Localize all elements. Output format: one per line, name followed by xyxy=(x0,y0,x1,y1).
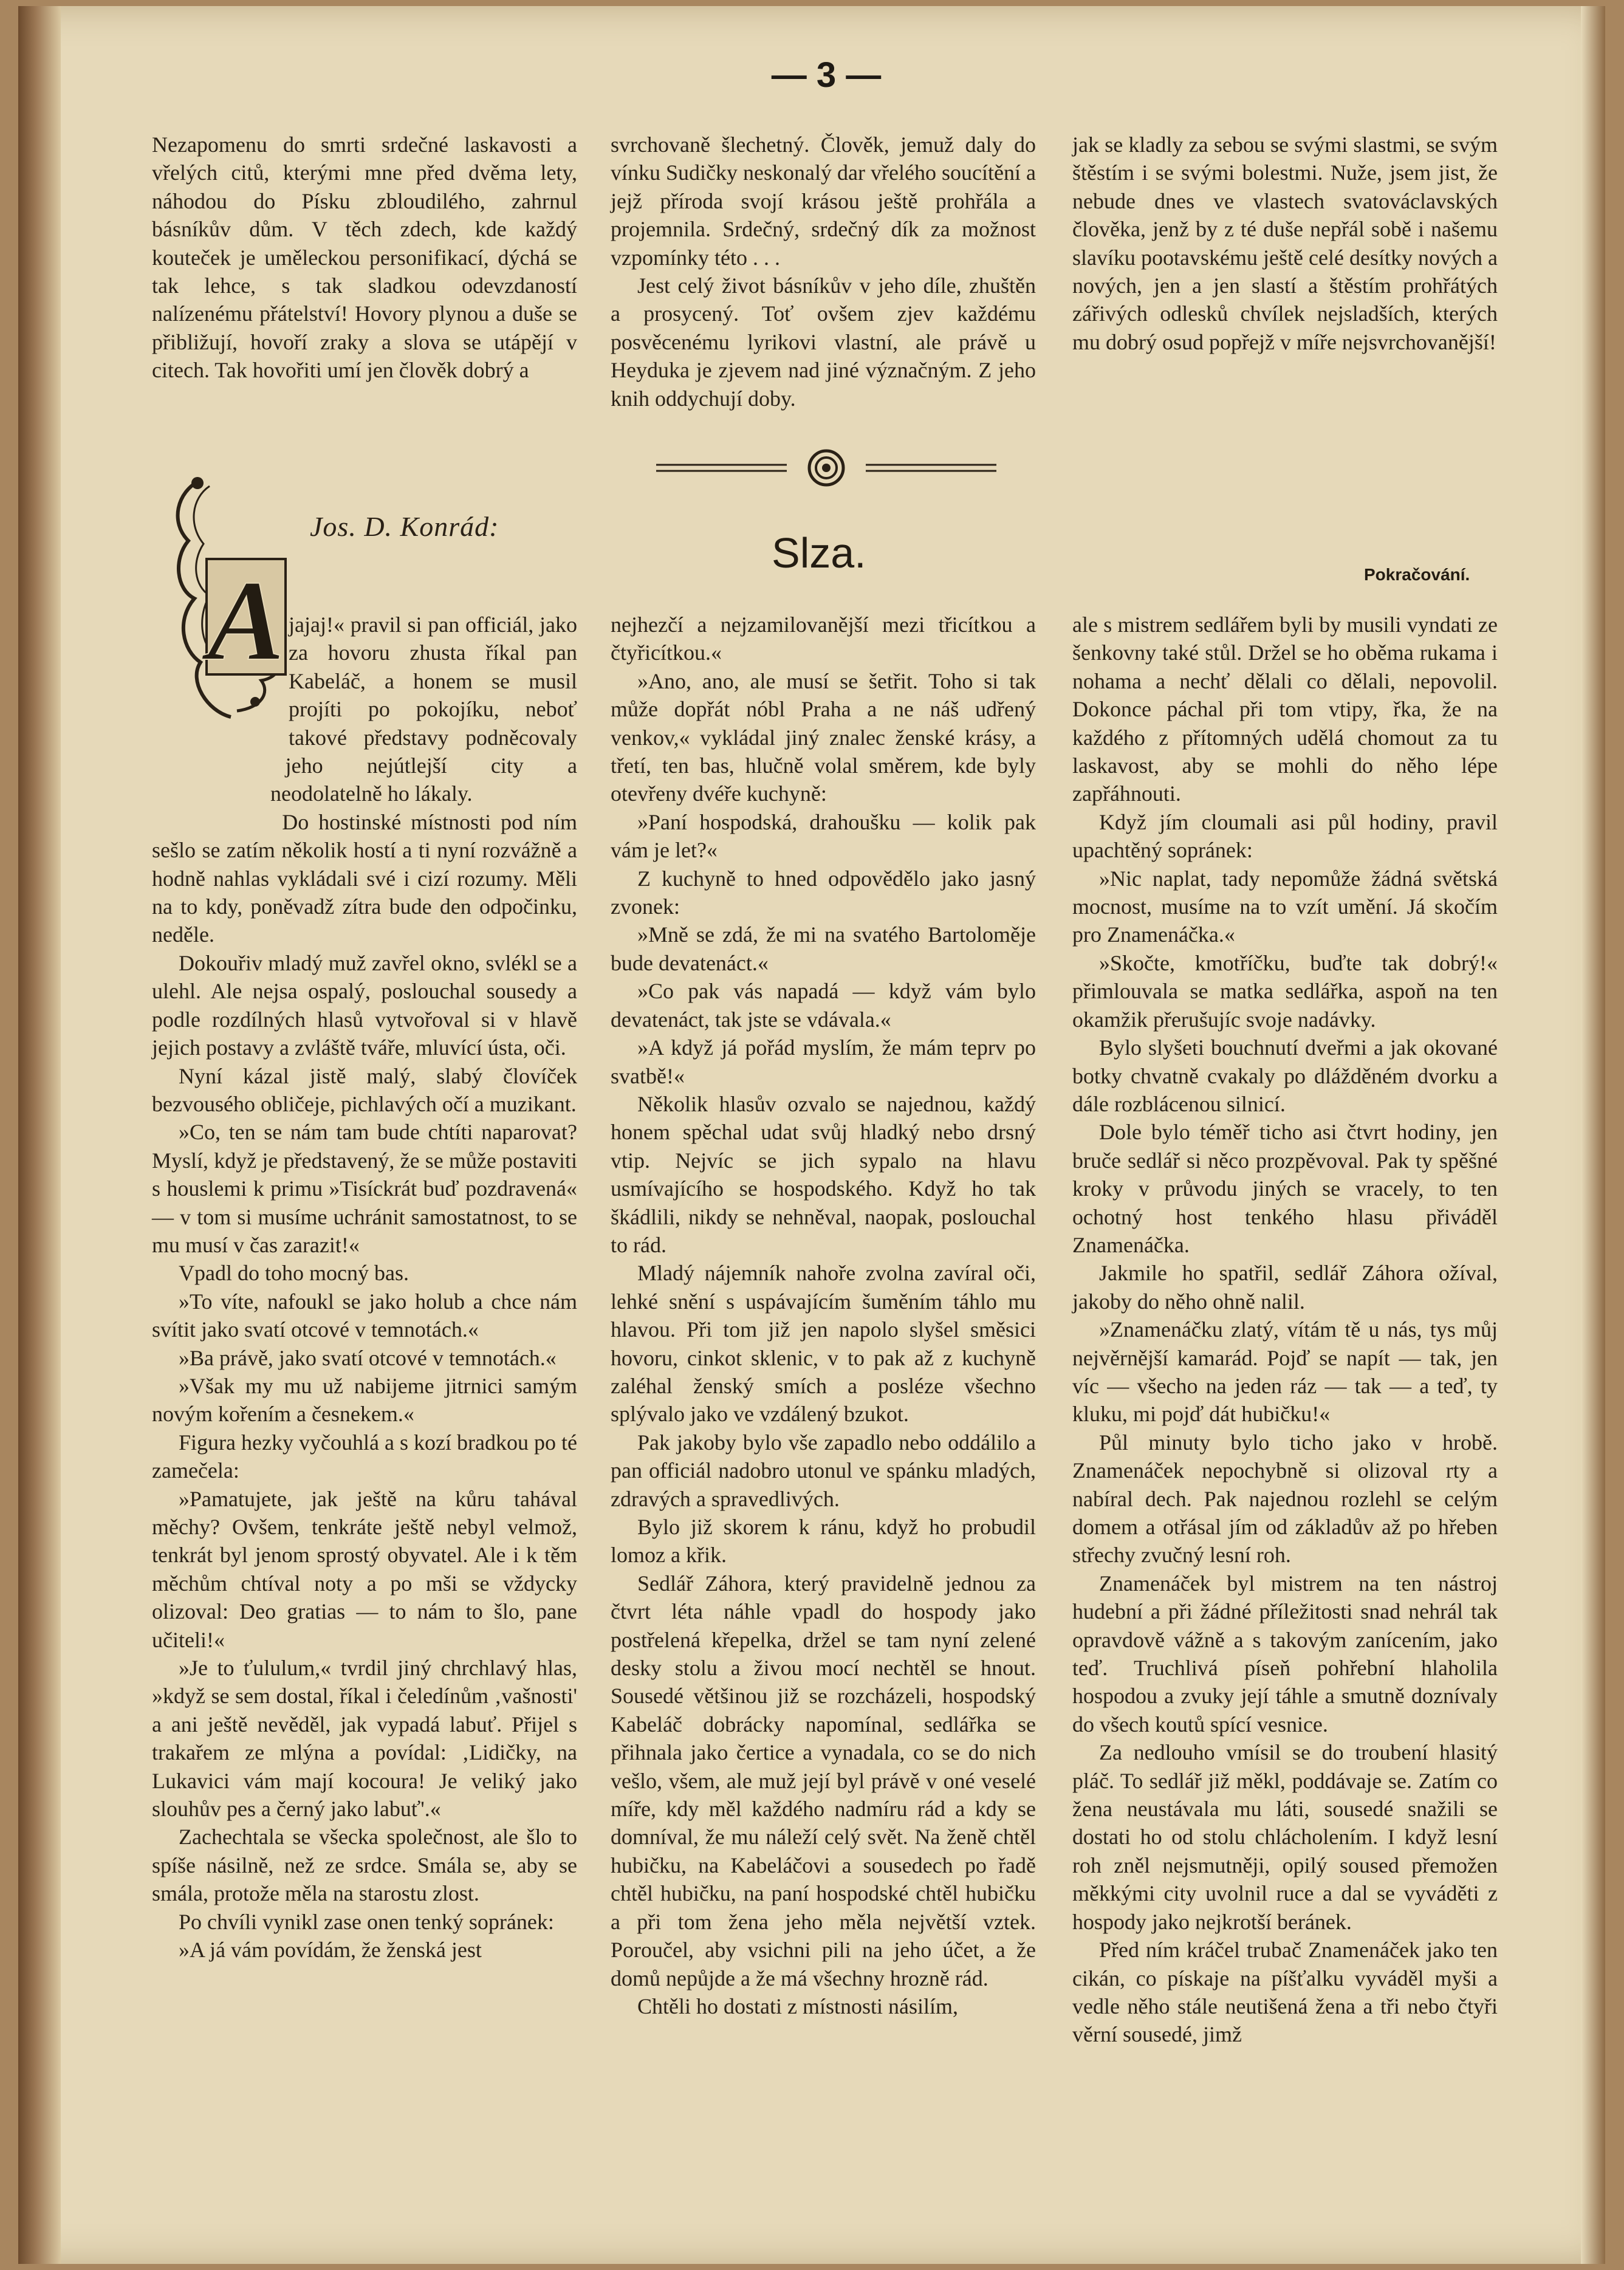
paragraph: Bylo již skorem k ránu, když ho probudil lomoz a křik. xyxy=(611,1515,1036,1568)
paragraph: »To víte, nafoukl se jako holub a chce nám svítit jako svatí otcové v temnotách.« xyxy=(152,1289,577,1342)
story-title: Slza. xyxy=(772,529,866,577)
top-column-3 xyxy=(1072,131,1498,356)
paragraph: Dokouřiv mladý muž zavřel okno, svlékl se a ulehl. Ale nejsa ospalý, poslouchal sousedy a podle rozdílných hlasů vytvořoval si v hlavě jejich postavy a zvláště tváře, mluvící ústa, oči. xyxy=(152,950,577,1060)
paragraph: Za nedlouho vmísil se do troubení hlasitý pláč. To sedlář již měkl, poddávaje se. Zatím co žena neustávala mu láti, sousedé snažili se dostati ho od stolu chlácholením. I když lesní roh zněl nejsmutněji, opilý soused přemožen měkkými city uvolnil ruce a dal se vyváděti z hospody jako nejkrotší beránek. xyxy=(1072,1740,1498,1934)
story-column-3 xyxy=(1072,611,1498,2049)
paragraph: »Co, ten se nám tam bude chtíti naparovat? Myslí, když je představený, že se může postaviti s houslemi k primu »Tisíckrát buď pozdravená« — v tom si musíme uchránit samostatnost, to se mu musí v čas zarazit!« xyxy=(152,1120,577,1257)
book-spine-shadow xyxy=(18,6,61,2264)
paragraph: »Znamenáčku zlatý, vítám tě u nás, tys můj nejvěrnější kamarád. Pojď se napít — tak, jen víc — všecho na jeden ráz — tak — a teď, ty kluku, mi pojď dát hubičku!« xyxy=(1072,1317,1498,1427)
paragraph: jak se kladly za sebou se svými slastmi, se svým štěstím i se svými bolestmi. Nuže, jsem jist, že nebude dnes ve vlastech svatováclavských člověka, jenž by z té duše nepřál sobě i našemu slavíku pootavskému ještě celé desítky nových a nových, jen a jen slastí a štěstím prohřátých zářivých odlesků chvílek nejsladších, kterých mu dobrý osud popřejž v míře nejsvrchovanější! xyxy=(1072,132,1498,354)
paragraph: Bylo slyšeti bouchnutí dveřmi a jak okované botky chvatně cvakaly po dlážděném dvorku a dále rozblácenou silnicí. xyxy=(1072,1035,1498,1116)
paragraph: jajaj!« pravil si pan officiál, jako za hovoru zhusta říkal pan Kabeláč, a honem se musil projíti po pokojíku, neboť takové představy podněcovaly jeho nejútlejší city a neodolatelně ho lákaly. xyxy=(270,612,577,806)
paragraph: »Nic naplat, tady nepomůže žádná světská mocnost, musíme na to vzít umění. Já skočím pro Znamenáčka.« xyxy=(1072,866,1498,947)
top-column-1 xyxy=(152,131,577,385)
paragraph: Po chvíli vynikl zase onen tenký sopránek: xyxy=(179,1909,554,1934)
paragraph: »Ba právě, jako svatí otcové v temnotách.« xyxy=(179,1345,557,1370)
paragraph: Figura hezky vyčouhlá a s kozí bradkou po té zamečela: xyxy=(152,1430,577,1483)
paragraph: Jest celý život básníkův v jeho díle, zhuštěn a prosycený. Toť ovšem zjev každému posvěcenému lyrikovi vlastní, ale právě u Heyduka je zjevem nad jiné význačným. Z jeho knih oddychují doby. xyxy=(611,273,1036,411)
paragraph: »A když já pořád myslím, že mám teprv po svatbě!« xyxy=(611,1035,1036,1088)
paragraph: Nyní kázal jistě malý, slabý človíček bezvousého obličeje, pichlavých očí a muzikant. xyxy=(152,1063,577,1116)
paragraph: nejhezčí a nejzamilovanější mezi třicítkou a čtyřicítkou.« xyxy=(611,612,1036,665)
story-author: Jos. D. Konrád: xyxy=(310,511,499,542)
section-divider-ornament xyxy=(656,441,996,495)
paragraph: Sedlář Záhora, který pravidelně jednou za čtvrt léta náhle vpadl do hospody jako postřelená křepelka, držel se tam nyní zelené desky stolu a živou mocí nechtěl se hnout. Sousedé většinou již se rozcházeli, hospodský Kabeláč dobrácky napomínal, sedlářka se přihnala jako čertice a vynadala, co se do nich vešlo, všem, ale muž její byl právě v oné veselé míře, kdy měl každého nadmíru rád a kdy se domníval, že mu náleží celý svět. Na ženě chtěl hubičku, na Kabeláčovi a sousedech po řadě chtěl hubičku, na paní hospodské chtěl hubičku a při tom žena jeho měla největší vztek. Poroučel, aby vsichni pili na jeho účet, a že domů nepůjde a že má všechny hrozně rád. xyxy=(611,1571,1036,1991)
paragraph: Vpadl do toho mocný bas. xyxy=(179,1261,409,1286)
paragraph: »Pamatujete, jak ještě na kůru tahával měchy? Ovšem, tenkráte ještě nebyl velmož, tenkrát byl jenom sprostý obyvatel. Ale i k těm měchům chtíval noty a po mši se vždycky olizoval: Deo gratias — to nám to šlo, pane učiteli!« xyxy=(152,1486,577,1652)
page-number: — 3 — xyxy=(771,55,882,95)
paragraph: Dole bylo téměř ticho asi čtvrt hodiny, jen bruče sedlář si něco prozpěvoval. Pak ty spěšné kroky v průvodu jiných se vracely, to ten ochotný host tenkého hlasu přiváděl Znamenáčka. xyxy=(1072,1120,1498,1257)
page-edge-shadow xyxy=(1581,6,1605,2264)
paragraph: Z kuchyně to hned odpovědělo jako jasný zvonek: xyxy=(611,866,1036,919)
paragraph: Jakmile ho spatřil, sedlář Záhora ožíval, jakoby do něho ohně nalil. xyxy=(1072,1261,1498,1314)
story-column-2 xyxy=(611,611,1036,2020)
top-column-2 xyxy=(611,131,1036,413)
story-column-1 xyxy=(152,611,577,1964)
paragraph: Do hostinské místnosti pod ním sešlo se zatím několik hostí a ti nyní rozvážně a hodně nahlas vykládali své i cizí rozumy. Měli na to kdy, poněvadž zítra bude den odpočinku, neděle. xyxy=(152,809,577,947)
paragraph: Mladý nájemník nahoře zvolna zavíral oči, lehké snění s uspávajícím šuměním táhlo mu hlavou. Při tom již jen napolo slyšel směsici hovoru, cinkot sklenic, v to pak až z kuchyně zaléhal ženský smích a posléze všechno splývalo jako ve vzdálený bzukot. xyxy=(611,1261,1036,1427)
continued-note: Pokračování. xyxy=(1364,565,1470,584)
paragraph: Před ním kráčel trubač Znamenáček jako ten cikán, co pískaje na píšťalku vyváděl myši a vedle něho stále neutišená žena a tři nebo čtyři věrní sousedé, jimž xyxy=(1072,1938,1498,2047)
drop-cap-letter: A xyxy=(207,557,285,685)
paragraph: svrchovaně šlechetný. Člověk, jemuž daly do vínku Sudičky neskonalý dar vřelého soucítění a jejž příroda svojí krásou ještě prohřála a projemnila. Srdečný, srdečný dík za možnost vzpomínky této . . . xyxy=(611,132,1036,270)
paragraph: »Skočte, kmotříčku, buďte tak dobrý!« přimlouvala se matka sedlářka, aspoň na ten okamžik přerušujíc svoje nadávky. xyxy=(1072,950,1498,1032)
paragraph: »Co pak vás napadá — když vám bylo devatenáct, tak jste se vdávala.« xyxy=(611,979,1036,1032)
paragraph: »Mně se zdá, že mi na svatého Bartoloměje bude devatenáct.« xyxy=(611,922,1036,975)
drop-cap-space xyxy=(152,611,289,835)
paragraph: Půl minuty bylo ticho jako v hrobě. Znamenáček nepochybně si olizoval rty a nabíral dech. Pak najednou rozlehl se celým domem a otřásal jím od základův až po hřeben střechy zvučný lesní roh. xyxy=(1072,1430,1498,1568)
paragraph: Několik hlasův ozvalo se najednou, každý honem spěchal udat svůj hladký nebo drsný vtip. Nejvíc se jich sypalo na hlavu usmívajícího se hospodského. Když ho tak škádlili, nikdy se nehněval, naopak, poslouchal to rád. xyxy=(611,1091,1036,1257)
paragraph: Znamenáček byl mistrem na ten nástroj hudební a při žádné příležitosti snad nehrál tak opravdově vážně a s takovým zanícením, jako teď. Truchlivá píseň pohřební hlaholila hospodou a zvuky její táhle a smutně doznívaly do všech koutů spící vesnice. xyxy=(1072,1571,1498,1737)
paragraph: ale s mistrem sedlářem byli by musili vyndati ze šenkovny také stůl. Držel se ho oběma rukama i nohama a nechť dělali co dělali, nepovolil. Dokonce páchal při tom vtipy, řka, že na každého z přítomných udělá chomout za tu laskavost, aby se mohli do něho lépe zapřáhnouti. xyxy=(1072,612,1498,806)
newspaper-page xyxy=(18,6,1605,2264)
paragraph: »Však my mu už nabijeme jitrnici samým novým kořením a česnekem.« xyxy=(152,1373,577,1427)
paragraph: »Je to ťululum,« tvrdil jiný chrchlavý hlas, »když se sem dostal, říkal i čeledínům ‚vašnosti' a ani ještě nevěděl, jak vypadá labuť. Přijel s trakařem ze mlýna a povídal: ‚Lidičky, na Lukavici vám mají kocoura! Je veliký jako slouhův pes a černý jako labuť'.« xyxy=(152,1656,577,1822)
paragraph: Pak jakoby bylo vše zapadlo nebo oddálilo a pan officiál nadobro utonul ve spánku mladých, zdravých a spravedlivých. xyxy=(611,1430,1036,1511)
paragraph: Nezapomenu do smrti srdečné laskavosti a vřelých citů, kterými mne před dvěma lety, náhodou do Písku zbloudilého, zahrnul básníkův dům. V těch zdech, kde každý kouteček je uměleckou personifikací, dýchá se tak lehce, s tak sladkou odevzdaností nalízenému přátelství! Hovory plynou a duše se přibližují, hovoří zraky a slova se utápějí v citech. Tak hovořiti umí jen člověk dobrý a xyxy=(152,132,577,383)
paragraph: »Paní hospodská, drahoušku — kolik pak vám je let?« xyxy=(611,809,1036,863)
paragraph: Když jím cloumali asi půl hodiny, pravil upachtěný sopránek: xyxy=(1072,809,1498,863)
paragraph: »Ano, ano, ale musí se šetřit. Toho si tak může dopřát nóbl Praha a ne náš udřený venkov,« vykládal jiný znalec ženské krásy, a třetí, ten bas, hlučně volal směrem, kde byly otevřeny dvéře kuchyně: xyxy=(611,668,1036,806)
paragraph: Zachechtala se všecka společnost, ale šlo to spíše násilně, než ze srdce. Smála se, aby se smála, protože měla na starostu zlost. xyxy=(152,1825,577,1906)
paragraph: »A já vám povídám, že ženská jest xyxy=(179,1938,482,1963)
paragraph: Chtěli ho dostati z místnosti násilím, xyxy=(637,1994,958,2018)
